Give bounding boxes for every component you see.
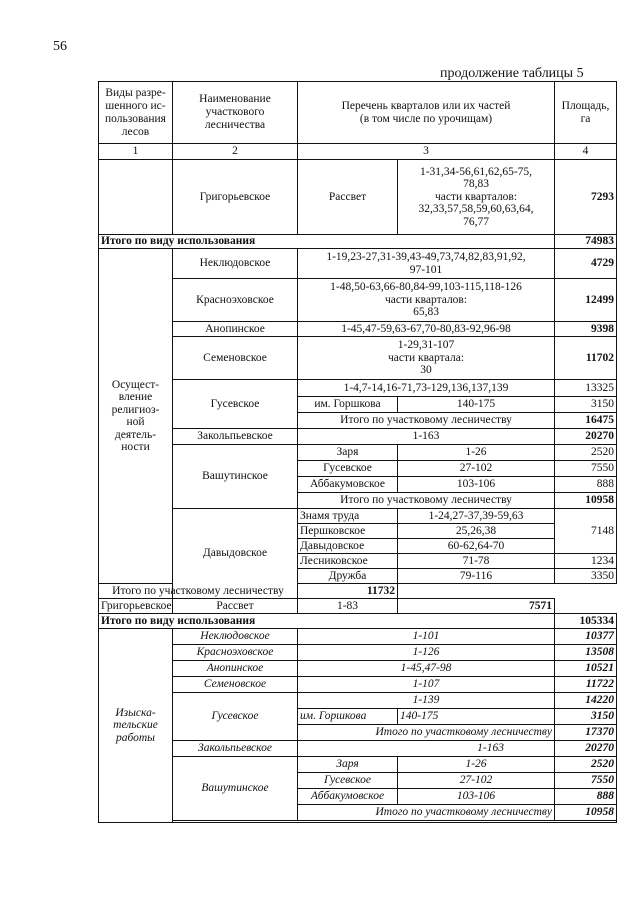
- quarters-cell: 1-45,47-59,63-67,70-80,83-92,96-98: [298, 322, 555, 337]
- area-cell: 14220: [555, 693, 617, 709]
- area-cell: 4729: [555, 249, 617, 279]
- quarters-cell: 1-24,27-37,39-59,63: [398, 509, 555, 524]
- quarters-cell: 140-175: [398, 397, 555, 413]
- quarters-cell: 1-48,50-63,66-80,84-99,103-115,118-126 части кварталов: 65,83: [298, 279, 555, 322]
- area-cell: 7550: [555, 461, 617, 477]
- header-quarters-list: Перечень кварталов или их частей (в том числе по урочищам): [298, 82, 555, 144]
- empty-cell: [173, 821, 617, 823]
- tract-name: Заря: [298, 445, 398, 461]
- area-cell: 20270: [555, 741, 617, 757]
- table-row: [99, 645, 617, 661]
- total-value: 105334: [555, 614, 617, 629]
- area-cell: 1234: [555, 554, 617, 569]
- table-row: [99, 445, 617, 461]
- subtotal-value: 11732: [298, 584, 398, 599]
- tract-name: Рассвет: [298, 160, 398, 235]
- col-num-2: 2: [173, 144, 298, 160]
- area-cell: 2520: [555, 757, 617, 773]
- area-cell: 3350: [555, 569, 617, 584]
- subtotal-value: 10958: [555, 805, 617, 821]
- tract-name: им. Горшкова: [298, 709, 398, 725]
- total-value: 74983: [555, 235, 617, 249]
- quarters-cell: 1-26: [398, 445, 555, 461]
- table-row: [99, 249, 617, 279]
- forestry-name: Григорьевское: [99, 599, 173, 614]
- forestry-name: Анопинское: [173, 661, 298, 677]
- col-num-3: 3: [298, 144, 555, 160]
- quarters-cell: 71-78: [398, 554, 555, 569]
- quarters-cell: 60-62,64-70: [398, 539, 555, 554]
- table-row: [99, 429, 617, 445]
- col-num-4: 4: [555, 144, 617, 160]
- column-numbers-row: [99, 144, 617, 160]
- area-cell: 7293: [555, 160, 617, 235]
- quarters-cell: 1-31,34-56,61,62,65-75, 78,83 части кварталов: 32,33,57,58,59,60,63,64, 76,77: [398, 160, 555, 235]
- forestry-name: Неклюдовское: [173, 629, 298, 645]
- area-cell: 888: [555, 789, 617, 805]
- forestry-name: Анопинское: [173, 322, 298, 337]
- forestry-name: Вашутинское: [173, 445, 298, 509]
- tract-name: Давыдовское: [298, 539, 398, 554]
- forestry-name: Гусевское: [173, 380, 298, 429]
- header-row: [99, 82, 617, 144]
- tract-name: Гусевское: [298, 773, 398, 789]
- area-cell: 13508: [555, 645, 617, 661]
- quarters-cell: 1-4,7-14,16-71,73-129,136,137,139: [298, 380, 555, 397]
- area-cell: 3150: [555, 397, 617, 413]
- area-cell: 13325: [555, 380, 617, 397]
- table-row: [99, 629, 617, 645]
- table-row: [99, 599, 617, 614]
- forestry-name: Красноэховское: [173, 279, 298, 322]
- forest-use-table: [98, 81, 617, 823]
- quarters-cell: 1-107: [298, 677, 555, 693]
- area-cell: 10521: [555, 661, 617, 677]
- quarters-cell: 1-163: [298, 429, 555, 445]
- quarters-cell: 1-163: [298, 741, 555, 757]
- subtotal-value: 10958: [555, 493, 617, 509]
- table-row: [99, 509, 617, 524]
- subtotal-label: Итого по участковому лесничеству: [298, 493, 555, 509]
- empty-cell: [99, 160, 173, 235]
- table-row: [99, 661, 617, 677]
- tract-name: Лесниковское: [298, 554, 398, 569]
- quarters-cell: 1-83: [298, 599, 398, 614]
- area-cell: 20270: [555, 429, 617, 445]
- forestry-name: Красноэховское: [173, 645, 298, 661]
- area-cell: 10377: [555, 629, 617, 645]
- subtotal-row: [99, 584, 617, 599]
- header-area: Площадь, га: [555, 82, 617, 144]
- subtotal-value: 17370: [555, 725, 617, 741]
- area-cell: 888: [555, 477, 617, 493]
- forestry-name: Семеновское: [173, 337, 298, 380]
- col-num-1: 1: [99, 144, 173, 160]
- tract-name: Знамя труда: [298, 509, 398, 524]
- forestry-name: Неклюдовское: [173, 249, 298, 279]
- area-cell: 3150: [555, 709, 617, 725]
- table-row: [99, 380, 617, 397]
- area-cell: 2520: [555, 445, 617, 461]
- subtotal-label: Итого по участковому лесничеству: [298, 725, 555, 741]
- quarters-cell: 27-102: [398, 461, 555, 477]
- quarters-cell: 103-106: [398, 789, 555, 805]
- quarters-cell: 140-175: [398, 709, 555, 725]
- table-row: [99, 821, 617, 823]
- tract-name: Аббакумовское: [298, 789, 398, 805]
- use-type-religious: Осущест- вление религиоз- ной деятель- ности: [99, 249, 173, 584]
- table-row: [99, 322, 617, 337]
- table-row: [99, 677, 617, 693]
- total-label: Итого по виду использования: [99, 614, 555, 629]
- total-label: Итого по виду использования: [99, 235, 555, 249]
- subtotal-label: Итого по участковому лесничеству: [298, 805, 555, 821]
- subtotal-label: Итого по участковому лесничеству: [99, 584, 298, 599]
- tract-name: Гусевское: [298, 461, 398, 477]
- page-number: 56: [53, 39, 67, 54]
- forestry-name: Закольпьевское: [173, 741, 298, 757]
- tract-name: Заря: [298, 757, 398, 773]
- table-row: [99, 693, 617, 709]
- area-cell: 11722: [555, 677, 617, 693]
- tract-name: Аббакумовское: [298, 477, 398, 493]
- quarters-cell: 1-126: [298, 645, 555, 661]
- table-row: [99, 741, 617, 757]
- quarters-cell: 1-29,31-107 части квартала: 30: [298, 337, 555, 380]
- forestry-name: Григорьевское: [173, 160, 298, 235]
- quarters-cell: 1-45,47-98: [298, 661, 555, 677]
- header-forestry-name: Наименование участкового лесничества: [173, 82, 298, 144]
- table-row: [99, 160, 617, 235]
- forestry-name: Семеновское: [173, 677, 298, 693]
- forestry-name: Гусевское: [173, 693, 298, 741]
- forestry-name: Вашутинское: [173, 757, 298, 821]
- forestry-name: Закольпьевское: [173, 429, 298, 445]
- tract-name: Першковское: [298, 524, 398, 539]
- table-row: [99, 757, 617, 773]
- quarters-cell: 25,26,38: [398, 524, 555, 539]
- total-row: [99, 235, 617, 249]
- table-row: [99, 279, 617, 322]
- area-cell: 7148: [555, 509, 617, 554]
- use-type-survey: Изыска- тельские работы: [99, 629, 173, 823]
- tract-name: им. Горшкова: [298, 397, 398, 413]
- tract-name: Рассвет: [173, 599, 298, 614]
- quarters-cell: 1-139: [298, 693, 555, 709]
- forestry-name: Давыдовское: [173, 509, 298, 599]
- area-cell: 12499: [555, 279, 617, 322]
- area-cell: 9398: [555, 322, 617, 337]
- quarters-cell: 103-106: [398, 477, 555, 493]
- header-use-type: Виды разре- шенного ис- пользования лесов: [99, 82, 173, 144]
- tract-name: Дружба: [298, 569, 398, 584]
- total-row: [99, 614, 617, 629]
- quarters-cell: 1-26: [398, 757, 555, 773]
- quarters-cell: 27-102: [398, 773, 555, 789]
- area-cell: 7550: [555, 773, 617, 789]
- subtotal-label: Итого по участковому лесничеству: [298, 413, 555, 429]
- area-cell: 11702: [555, 337, 617, 380]
- continuation-label: продолжение таблицы 5: [440, 66, 584, 81]
- subtotal-value: 16475: [555, 413, 617, 429]
- quarters-cell: 1-101: [298, 629, 555, 645]
- quarters-cell: 79-116: [398, 569, 555, 584]
- table-row: [99, 337, 617, 380]
- area-cell: 7571: [398, 599, 555, 614]
- quarters-cell: 1-19,23-27,31-39,43-49,73,74,82,83,91,92, 97-101: [298, 249, 555, 279]
